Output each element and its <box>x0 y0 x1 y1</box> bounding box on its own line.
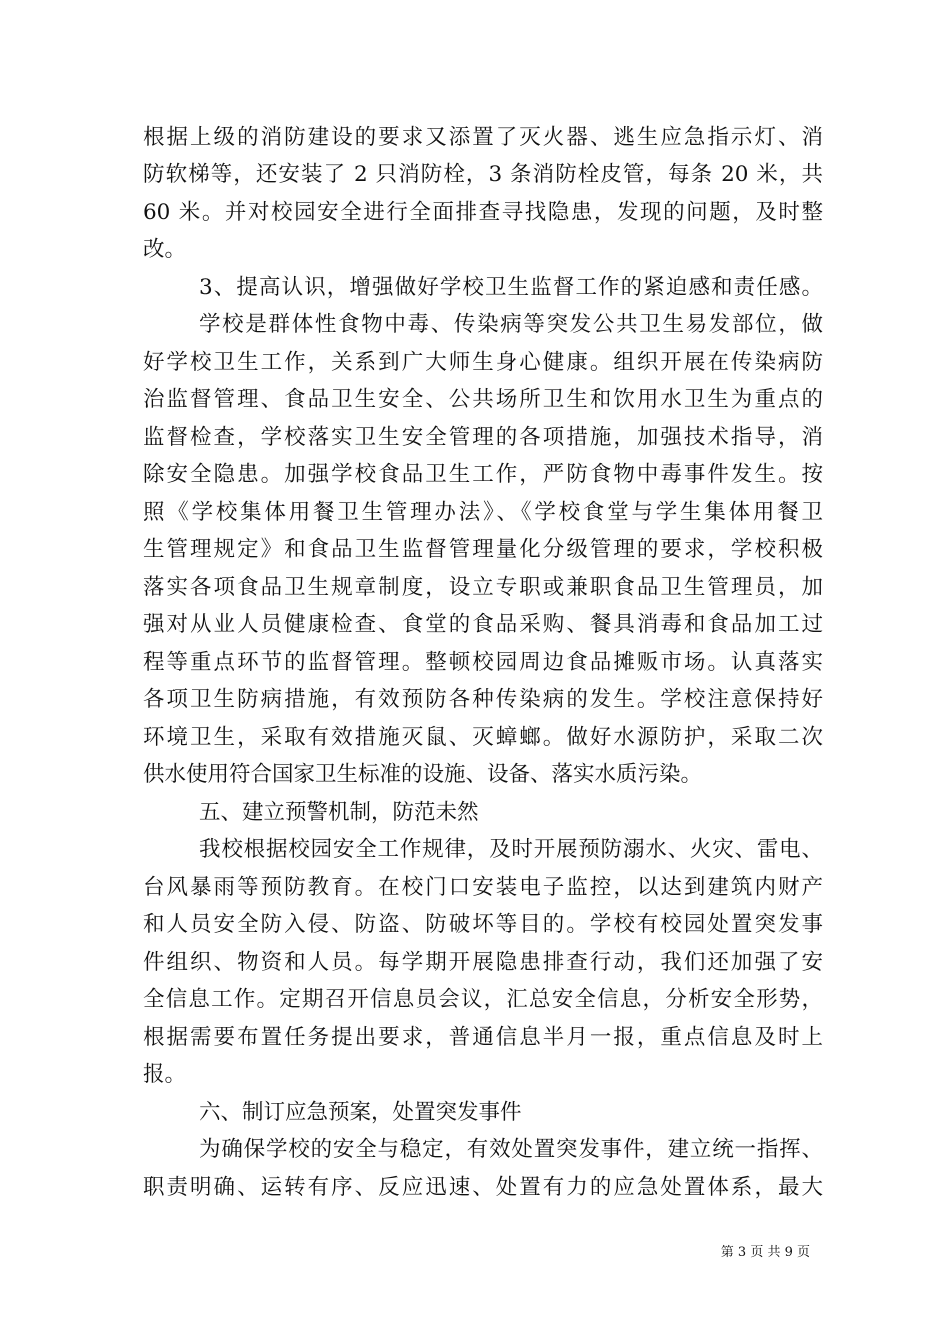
text-line: 根据上级的消防建设的要求又添置了灭火器、逃生应急指示灯、消 <box>143 125 823 150</box>
text-line: 供水使用符合国家卫生标准的设施、设备、落实水质污染。 <box>143 762 703 787</box>
text-line: 照《学校集体用餐卫生管理办法》、《学校食堂与学生集体用餐卫 <box>143 500 823 525</box>
text-line: 防软梯等，还安装了 2 只消防栓，3 条消防栓皮管，每条 20 米，共 <box>143 162 823 187</box>
text-line: 和人员安全防入侵、防盗、防破坏等目的。学校有校园处置突发事 <box>143 912 823 937</box>
text-line: 根据需要布置任务提出要求，普通信息半月一报，重点信息及时上 <box>143 1025 823 1050</box>
text-line: 除安全隐患。加强学校食品卫生工作，严防食物中毒事件发生。按 <box>143 462 823 487</box>
section-heading: 3、提高认识，增强做好学校卫生监督工作的紧迫感和责任感。 <box>199 275 823 300</box>
text-line: 各项卫生防病措施，有效预防各种传染病的发生。学校注意保持好 <box>143 687 823 712</box>
text-line: 好学校卫生工作，关系到广大师生身心健康。组织开展在传染病防 <box>143 350 823 375</box>
text-line: 监督检查，学校落实卫生安全管理的各项措施，加强技术指导，消 <box>143 425 823 450</box>
text-line: 程等重点环节的监督管理。整顿校园周边食品摊贩市场。认真落实 <box>143 650 823 675</box>
text-line: 全信息工作。定期召开信息员会议，汇总安全信息，分析安全形势， <box>143 987 823 1012</box>
text-line: 环境卫生，采取有效措施灭鼠、灭蟑螂。做好水源防护，采取二次 <box>143 725 823 750</box>
text-line: 改。 <box>143 237 187 262</box>
section-heading: 五、建立预警机制，防范未然 <box>199 800 479 825</box>
text-line: 落实各项食品卫生规章制度，设立专职或兼职食品卫生管理员，加 <box>143 575 823 600</box>
page-number: 第 3 页 共 9 页 <box>720 1245 810 1260</box>
text-line: 台风暴雨等预防教育。在校门口安装电子监控，以达到建筑内财产 <box>143 875 823 900</box>
text-line: 为确保学校的安全与稳定，有效处置突发事件，建立统一指挥、 <box>199 1137 823 1162</box>
text-line: 我校根据校园安全工作规律，及时开展预防溺水、火灾、雷电、 <box>199 837 823 862</box>
text-line: 件组织、物资和人员。每学期开展隐患排查行动，我们还加强了安 <box>143 950 823 975</box>
section-heading: 六、制订应急预案，处置突发事件 <box>199 1100 522 1125</box>
text-line: 60 米。并对校园安全进行全面排查寻找隐患，发现的问题，及时整 <box>143 200 823 225</box>
text-line: 学校是群体性食物中毒、传染病等突发公共卫生易发部位，做 <box>199 312 823 337</box>
text-line: 职责明确、运转有序、反应迅速、处置有力的应急处置体系，最大 <box>143 1175 823 1200</box>
text-line: 报。 <box>143 1062 187 1087</box>
text-line: 强对从业人员健康检查、食堂的食品采购、餐具消毒和食品加工过 <box>143 612 823 637</box>
text-line: 生管理规定》和食品卫生监督管理量化分级管理的要求，学校积极 <box>143 537 823 562</box>
text-line: 治监督管理、食品卫生安全、公共场所卫生和饮用水卫生为重点的 <box>143 387 823 412</box>
